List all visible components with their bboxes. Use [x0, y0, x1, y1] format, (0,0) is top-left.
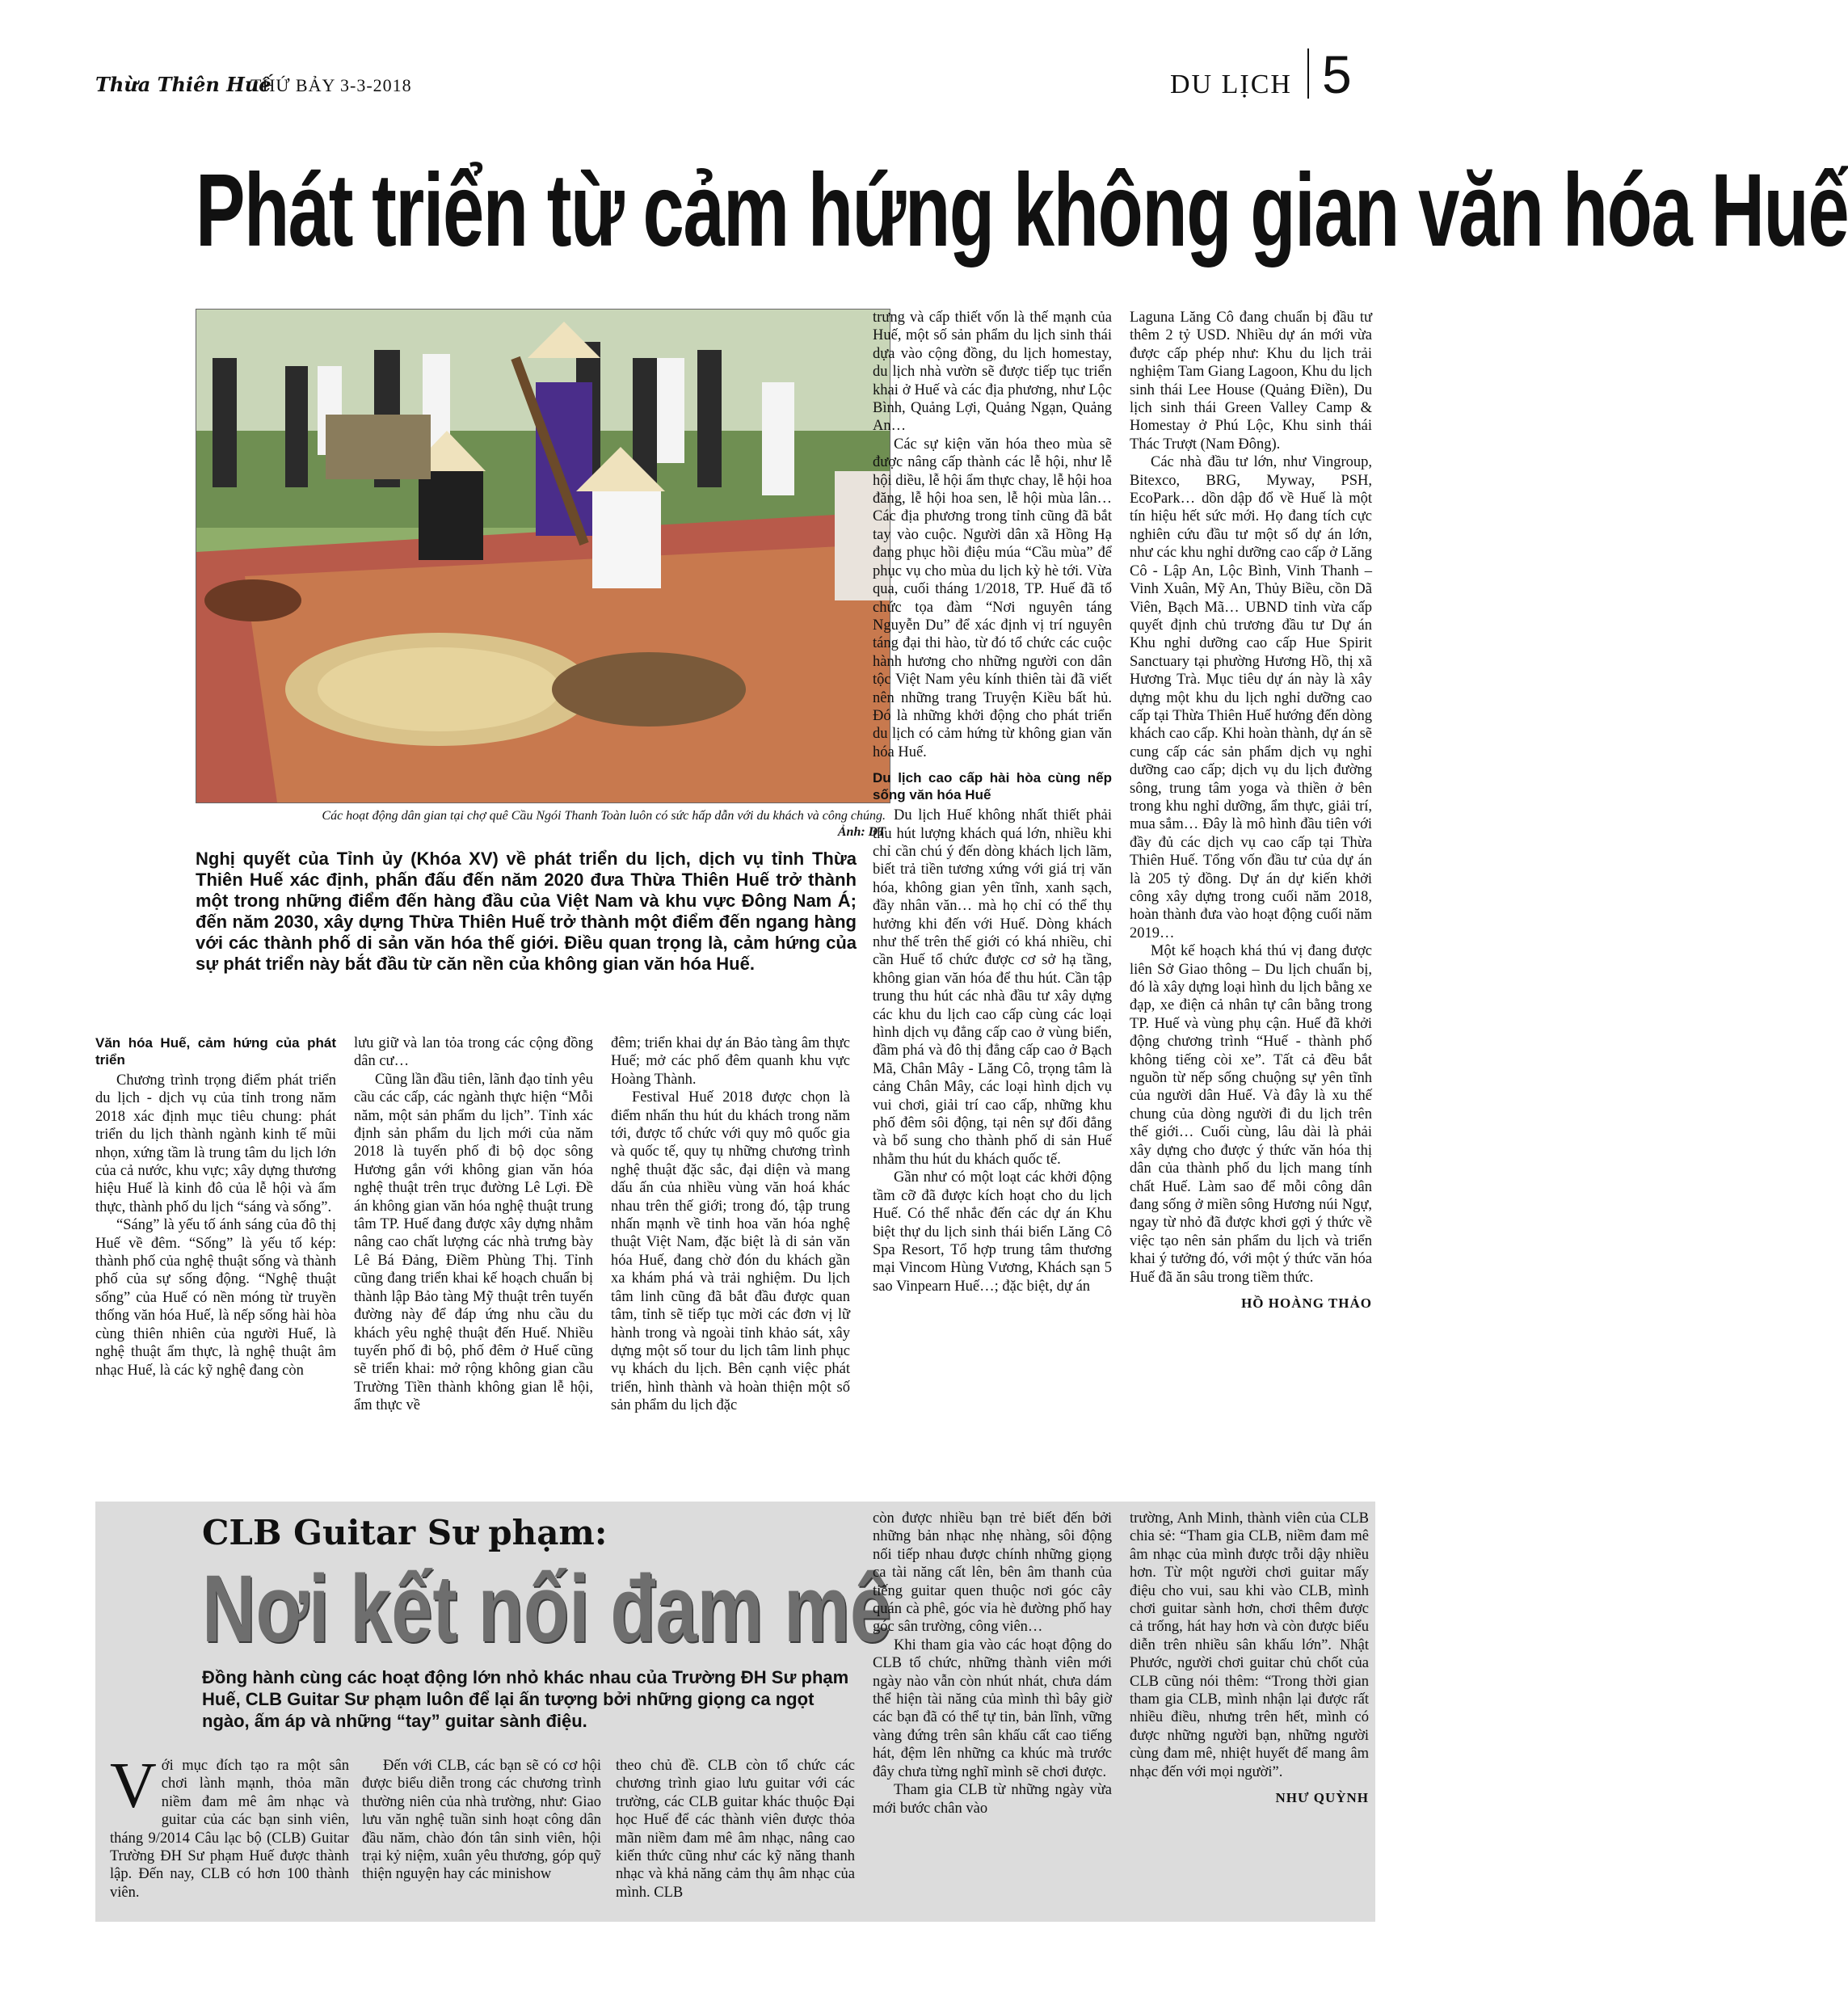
section-name: DU LỊCH [1170, 70, 1292, 99]
photo-credit: Ảnh: DT [837, 825, 886, 839]
paragraph: Các sự kiện văn hóa theo mùa sẽ được nâng cấp thành các lễ hội, như lễ hội diều, lễ hội ẩm thực chay, lễ hội hoa đăng, lễ hội hoa sen, lễ hội mùa lân… Các địa phương trong tỉnh cũng đã bắt tay vào cuộc. Người dân xã Hồng Hạ đang phục hồi điệu múa “Cầu mùa” để phục vụ cho mùa du lịch kỳ hè tới. Vừa qua, cuối tháng 1/2018, TP. Huế đã tổ chức tọa đàm “Nơi nguyên táng Nguyễn Du” để xác định vị trí nguyên táng đại thi hào, từ đó tổ chức các cuộc hành hương cho những người con dân tộc Việt Nam yêu kính thiên tài đã viết nên những trang Truyện Kiều bất hủ. Đó là những khởi động cho phát triển du lịch có cảm hứng từ không gian văn hóa Huế. [873, 436, 1113, 760]
article2-byline: NHƯ QUỲNH [1275, 1790, 1369, 1806]
paragraph: Festival Huế 2018 được chọn là điểm nhấn thu hút du khách trong năm tới, được tổ chức với quy mô quốc gia và quốc tế, quy tụ những chương trình nghệ thuật đặc sắc, đại diện và mang dấu ấn của nhiều vùng văn hoá khác nhau trên thế giới; trong đó, tập trung nhấn mạnh về tinh hoa văn hóa nghệ thuật Việt Nam, đặc biệt là di sản văn hóa Huế, đang chờ đón du khách gần xa khám phá và trải nghiệm. Du lịch tâm linh cũng đã bắt đầu được quan tâm, tỉnh sẽ tiếp tục mời các đơn vị lữ hành trong và ngoài tỉnh khảo sát, xây dựng một số tour du lịch tâm linh phục vụ khách du lịch. Bên cạnh việc phát triển, hình thành và hoàn thiện một số sản phẩm du lịch đặc [611, 1089, 850, 1414]
caption-text: Các hoạt động dân gian tại chợ quê Cầu Ngói Thanh Toàn luôn có sức hấp dẫn với du khách và công chúng. [322, 809, 886, 823]
paragraph: Tham gia CLB từ những ngày vừa mới bước chân vào [873, 1782, 1112, 1817]
article2-column-5 [1130, 1510, 1369, 1914]
article1-column-4 [873, 309, 1112, 1471]
article1-column-1 [95, 1034, 336, 1471]
article1-column-2 [354, 1034, 593, 1471]
article2-column-2 [362, 1757, 601, 1919]
paragraph: “Sáng” là yếu tố ánh sáng của đô thị Huế về đêm. “Sống” là yếu tố kép: thành phố của nghệ thuật sống và thành phố của sự sống động. “Nghệ thuật sống” của Huế có nền móng từ truyền thống văn hóa Huế, là nếp sống hài hòa cùng thiên nhiên của người Huế, là nghệ thuật ẩm thực, là nghệ thuật âm nhạc Huế, là các kỹ nghệ đang còn [95, 1217, 336, 1379]
newspaper-name: Thừa Thiên Huế [95, 73, 272, 96]
article2-column-4 [873, 1510, 1112, 1914]
issue-date: THỨ BẢY 3-3-2018 [250, 75, 412, 95]
paragraph: Khi tham gia vào các hoạt động do CLB tổ chức, những thành viên mới ngày nào vẫn còn nhút nhát, chưa dám thể hiện tài năng của mình thì bây giờ các bạn đã có thể tự tin, bản lĩnh, vững vàng đứng trên sân khấu cất cao tiếng hát, đệm lên những ca khúc mà trước đây chưa từng nghĩ mình sẽ chơi được. [873, 1636, 1112, 1780]
article1-column-3 [611, 1034, 850, 1471]
paragraph: trường, Anh Minh, thành viên của CLB chia sẻ: “Tham gia CLB, niềm đam mê âm nhạc của mình được trỗi dậy nhiều hơn. Từ một người chơi guitar mấy điệu cho vui, sau khi vào CLB, mình chơi guitar sành hơn, chơi thêm được cả trống, hát hay hơn và còn được biểu diễn trên nhiều sân khấu lớn”. Nhật Phước, người chơi guitar chủ chốt của CLB cũng nói thêm: “Trong thời gian tham gia CLB, mình nhận lại được rất nhiều điều, nhưng trên hết, mình có được những người bạn, những người cùng đam mê, nhiệt huyết để mang âm nhạc đến với mọi người”. [1130, 1510, 1369, 1780]
paragraph: theo chủ đề. CLB còn tổ chức các chương trình giao lưu guitar với các trường, các CLB guitar khác thuộc Đại học Huế để các thành viên được thỏa mãn niềm đam mê âm nhạc, nâng cao kiến thức cũng như các kỹ năng thanh nhạc và khả năng cảm thụ âm nhạc của mình. CLB [616, 1758, 855, 1901]
article2-headline: Nơi kết nối đam mê [202, 1556, 892, 1662]
article-headline: Phát triển từ cảm hứng không gian văn hóa Huế [196, 153, 1848, 268]
article2-column-1 [110, 1750, 349, 1919]
paragraph: Một kế hoạch khá thú vị đang được liên Sở Giao thông – Du lịch chuẩn bị, đó là xây dựng loại hình du lịch bằng xe đạp, xe điện cả nhân tự cân bằng trong TP. Huế và vùng phụ cận. Huế đã khởi động chương trình “Huế - thành phố không tiếng còi xe”. Tất cả đều bắt nguồn từ nếp sống chuộng sự yên tĩnh của người dân Huế. Và đây là xu thế chung của dòng người đi du lịch trên thế giới… Cuối cùng, lâu dài là phải xây dựng cho được ý thức văn hóa thị dân của thành phố du lịch mang tính chất Huế. Làm sao để mỗi công dân đang sống ở miền sông Hương núi Ngự, ngay từ nhỏ đã được khơi gợi ý thức về việc tạo nên sản phẩm du lịch và triển khai ý tưởng đó, với một ý thức văn hóa Huế đã ăn sâu trong tiềm thức. [1130, 943, 1372, 1286]
paragraph: Các nhà đầu tư lớn, như Vingroup, Bitexco, BRG, Myway, PSH, EcoPark… dồn dập đổ về Huế là một tín hiệu hết sức mới. Họ đang tích cực nghiên cứu đầu tư một số dự án lớn, như các khu nghỉ dưỡng cao cấp ở Lăng Cô - Lập An, Lộc Bình, Vinh Thanh – Vinh Xuân, Mỹ An, Thủy Biều, cồn Dã Viên, Bạch Mã… UBND tỉnh vừa cấp quyết định chủ trương đầu tư Dự án Khu nghỉ dưỡng cao cấp Hue Spirit Sanctuary tại phường Hương Hồ, thị xã Hương Trà. Mục tiêu dự án này là xây dựng một khu du lịch nghỉ dưỡng cao cấp tại Thừa Thiên Huế hướng đến dòng khách cao cấp. Khi hoàn thành, dự án sẽ cung cấp các sản phẩm dịch vụ nghỉ dưỡng cao cấp; dịch vụ du lịch đường sông, trung tâm yoga và thiền ở bên trong khu nghỉ dưỡng, ẩm thực, giải trí, mua sắm… Đây là mô hình đầu tiên với đầy đủ các dịch vụ cao cấp tại Thừa Thiên Huế. Tổng vốn đầu tư của dự án là 205 tỷ đồng. Dự án dự kiến khởi công xây dựng trong cuối năm 2018, hoàn thành đưa vào hoạt động cuối năm 2019… [1130, 454, 1372, 941]
article2-column-3 [616, 1757, 855, 1919]
paragraph: Chương trình trọng điểm phát triển du lịch - dịch vụ của tỉnh trong năm 2018 xác định mục tiêu chung: phát triển du lịch thành ngành kinh tế mũi nhọn, xứng tầm là trung tâm du lịch lớn của cả nước, khu vực; xây dựng thương hiệu Huế là kinh đô của lễ hội và ẩm thực, thành phố du lịch “sáng và sống”. [95, 1072, 336, 1215]
paragraph: lưu giữ và lan tỏa trong các cộng đồng dân cư… [354, 1035, 593, 1070]
paragraph: Cũng lần đầu tiên, lãnh đạo tỉnh yêu cầu các cấp, các ngành thực hiện “Mỗi năm, một sản phẩm du lịch”. Tỉnh xác định sản phẩm du lịch mới của năm 2018 là tuyến phố đi bộ dọc sông Hương gắn với không gian văn hóa nghệ thuật trên trục đường Lê Lợi. Đề án không gian văn hóa nghệ thuật trung tâm TP. Huế đang được xây dựng nhằm nâng cao chất lượng các nhà trưng bày Lê Bá Đảng, Điềm Phùng Thị. Tỉnh cũng đang triển khai kế hoạch chuẩn bị thành lập Bảo tàng Mỹ thuật trên tuyến đường này để đáp ứng nhu cầu du khách yêu nghệ thuật đến Huế. Nhiều tuyến phố đi bộ, phố đêm ở Huế cũng sẽ triển khai: mở rộng không gian cầu Trường Tiền thành không gian lễ hội, ẩm thực về [354, 1071, 593, 1414]
paragraph: Du lịch Huế không nhất thiết phải thu hút lượng khách quá lớn, nhiều khi chỉ cần chú ý đến dòng khách lịch lãm, biết trả tiền tương xứng với giá trị văn hóa, không gian yên tĩnh, xanh sạch, đầy nhân văn… mà họ chỉ có thể thụ hưởng khi đến với Huế. Dòng khách như thế trên thế giới có khá nhiều, chỉ cần Huế tổ chức được cơ sở hạ tầng, không gian văn hóa để thu hút. Cần tập trung thu hút các nhà đầu tư xây dựng các khu du lịch cao cấp cùng các loại hình dịch vụ đẳng cấp cao ở vùng biển, đầm phá và đô thị đẳng cấp cao ở Bạch Mã, Chân Mây - Lăng Cô, trọng tâm là cảng Chân Mây, các loại hình dịch vụ vui chơi, giải trí cao cấp, những khu phố đêm sôi động, tại nên sự đối đẳng và bổ sung cho thành phố di sản Huế nhằm thu hút du khách quốc tế. [873, 807, 1112, 1168]
article2-kicker: CLB Guitar Sư phạm: [202, 1513, 608, 1552]
paragraph: Laguna Lăng Cô đang chuẩn bị đầu tư thêm 2 tỷ USD. Nhiều dự án mới vừa được cấp phép như: Khu du lịch trải nghiệm Tam Giang Lagoon, Khu du lịch sinh thái Lee House (Quảng Điền), Du lịch sinh thái Green Valley Camp & Homestay ở Phú Lộc, Khu sinh thái Thác Trượt (Nam Đông). [1130, 310, 1372, 453]
paragraph: đêm; triển khai dự án Bảo tàng âm thực Huế; mở các phố đêm quanh khu vực Hoàng Thành. [611, 1035, 850, 1088]
article2-lead: Đồng hành cùng các hoạt động lớn nhỏ khác nhau của Trường ĐH Sư phạm Huế, CLB Guitar Sư phạm luôn để lại ấn tượng bởi những giọng ca ngọt ngào, ấm áp và những “tay” guitar sành điệu. [202, 1667, 849, 1731]
subheading-culture: Văn hóa Huế, cảm hứng của phát triển [95, 1035, 336, 1068]
article1-column-5 [1130, 309, 1372, 1471]
photo-caption [196, 808, 886, 840]
paragraph: Đến với CLB, các bạn sẽ có cơ hội được biểu diễn trong các chương trình thường niên của nhà trường, như: Giao lưu văn nghệ tuần sinh hoạt công dân đầu năm, chào đón tân sinh viên, hội trại kỷ niệm, xuân yêu thương, góp quỹ thiện nguyện hay các minishow [362, 1758, 601, 1883]
paragraph: Gần như có một loạt các khởi động tầm cỡ đã được kích hoạt cho du lịch Huế. Có thể nhắc đến các dự án Khu biệt thự du lịch sinh thái biển Lăng Cô Spa Resort, Tổ hợp trung tâm thương mại Vincom Hùng Vương, Khách sạn 5 sao Vinpearn Huế…; đặc biệt, dự án [873, 1169, 1112, 1295]
article-lead: Nghị quyết của Tỉnh ủy (Khóa XV) về phát triển du lịch, dịch vụ tỉnh Thừa Thiên Huế xác định, phấn đấu đến năm 2020 đưa Thừa Thiên Huế trở thành một trong những điểm đến hàng đầu của Việt Nam và khu vực Đông Nam Á; đến năm 2030, xây dựng Thừa Thiên Huế trở thành một điểm đến ngang hàng với các thành phố di sản văn hóa thế giới. Điều quan trọng là, cảm hứng của sự phát triển này bắt đầu từ căn nền của không gian văn hóa Huế. [196, 849, 857, 974]
dropcap-letter: V [110, 1750, 157, 1822]
paragraph: còn được nhiều bạn trẻ biết đến bởi những bản nhạc nhẹ nhàng, sôi động nối tiếp nhau được chính những giọng ca tài năng cất lên, bên âm thanh của tiếng guitar quen thuộc nơi góc cây quán cà phê, góc vỉa hè đường phố hay góc sân trường, công viên… [873, 1510, 1112, 1636]
subheading-luxury: Du lịch cao cấp hài hòa cùng nếp sống văn hóa Huế [873, 770, 1112, 803]
page-number: 5 [1322, 44, 1352, 104]
article-photo [196, 309, 890, 803]
paragraph: trưng và cấp thiết vốn là thế mạnh của Huế, một số sản phẩm du lịch sinh thái dựa vào cộng đồng, du lịch homestay, du lịch nhà vườn sẽ được tiếp tục triển khai ở Huế và các địa phương, như Lộc Bình, Quảng Lợi, Quảng Ngạn, Quảng An… [873, 310, 1112, 435]
header-divider [1307, 48, 1309, 99]
article1-byline: HỒ HOÀNG THẢO [1241, 1295, 1372, 1311]
paragraph: ới mục đích tạo ra một sân chơi lành mạnh, thỏa mãn niềm đam mê âm nhạc và guitar của các bạn sinh viên, tháng 9/2014 Câu lạc bộ (CLB) Guitar Trường ĐH Sư phạm Huế được thành lập. Đến nay, CLB có hơn 100 thành viên. [110, 1758, 349, 1901]
photo-market-scene [196, 310, 890, 802]
